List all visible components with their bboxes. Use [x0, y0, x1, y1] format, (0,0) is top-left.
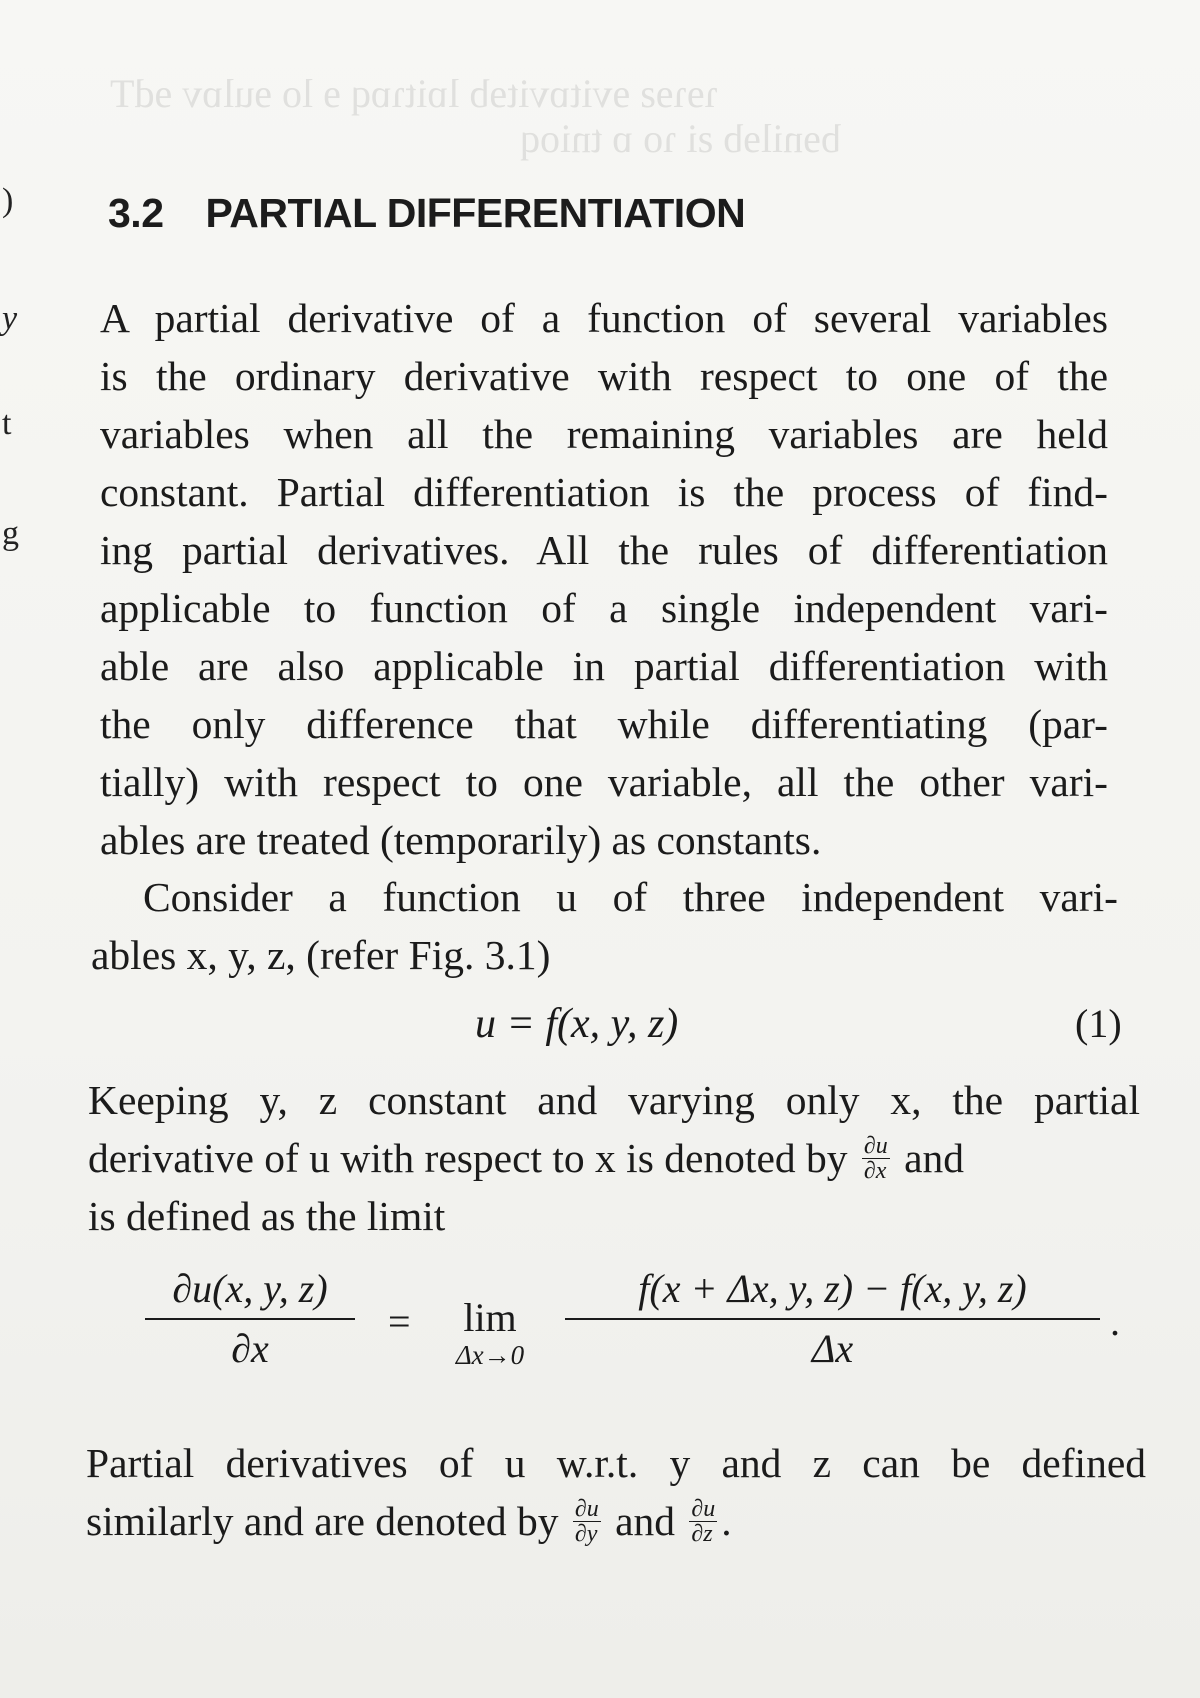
- text-segment: .: [721, 1498, 732, 1544]
- paragraph-consider: [91, 868, 1118, 984]
- fraction-denominator: ∂z: [691, 1520, 713, 1547]
- margin-mark: ): [2, 182, 14, 219]
- text-line: [86, 1492, 1146, 1550]
- text-line: able are also applicable in partial differentiation with: [100, 643, 1108, 689]
- bleed-through: ɿɘɿɘƨ ɘvitɒvitɘb lɒitɿɒq ɘ lo ɘulɒv ɘdT: [110, 71, 718, 116]
- fraction-numerator: ∂u: [574, 1495, 599, 1522]
- text-line: is the ordinary derivative with respect to one of the: [100, 353, 1108, 399]
- paragraph-keeping: [88, 1071, 1140, 1245]
- section-title: PARTIAL DIFFERENTIATION: [205, 190, 746, 236]
- text-line: A partial derivative of a function of several variables: [100, 295, 1108, 341]
- text-line: variables when all the remaining variables are held: [100, 411, 1108, 457]
- rhs-fraction: [565, 1260, 1100, 1378]
- equation-number: (1): [1075, 1001, 1122, 1046]
- text-line: [88, 1129, 1140, 1187]
- rhs-numerator: f(x + Δx, y, z) − f(x, y, z): [638, 1266, 1027, 1311]
- text-line: Keeping y, z constant and varying only x, the partial: [88, 1077, 1140, 1123]
- section-heading: [108, 190, 745, 237]
- partial-u-z-fraction: [689, 1497, 717, 1546]
- text-line: the only difference that while differentiating (par-: [100, 701, 1108, 747]
- equation-period: .: [1110, 1299, 1120, 1344]
- equals-sign: =: [388, 1299, 411, 1344]
- paragraph-definition: [100, 289, 1108, 869]
- lim-subscript: Δx→0: [455, 1340, 525, 1370]
- fraction-numerator: ∂u: [863, 1132, 888, 1159]
- text-segment: and: [615, 1498, 676, 1544]
- margin-mark: y: [2, 300, 18, 337]
- partial-u-x-fraction: [862, 1134, 890, 1183]
- text-segment: derivative of u with respect to x is denoted by: [88, 1135, 848, 1181]
- margin-mark: g: [2, 515, 19, 552]
- rhs-denominator: Δx: [811, 1326, 854, 1371]
- section-number: 3.2: [108, 190, 164, 236]
- equation-1: u = f(x, y, z): [475, 1001, 679, 1047]
- limit-operator: [425, 1296, 555, 1370]
- text-segment: and: [904, 1135, 965, 1181]
- text-line: ables are treated (temporarily) as constants.: [100, 817, 822, 863]
- bleed-through: bɘnilɘb ƨi ɿo ɒ tnioq: [520, 116, 841, 161]
- lhs-fraction: [145, 1260, 355, 1378]
- text-line: ables x, y, z, (refer Fig. 3.1): [91, 932, 551, 978]
- limit-definition-equation: [145, 1260, 1145, 1390]
- fraction-numerator: ∂u: [691, 1495, 716, 1522]
- paragraph-similarly: [86, 1434, 1146, 1550]
- text-line: is defined as the limit: [88, 1193, 446, 1239]
- text-line: Consider a function u of three independent vari-: [143, 874, 1118, 920]
- lhs-numerator: ∂u(x, y, z): [172, 1266, 328, 1311]
- text-line: applicable to function of a single independent vari-: [100, 585, 1108, 631]
- text-line: constant. Partial differentiation is the process of find-: [100, 469, 1108, 515]
- margin-mark: t: [2, 405, 12, 442]
- text-line: Partial derivatives of u w.r.t. y and z can be defined: [86, 1440, 1146, 1486]
- text-segment: similarly and are denoted by: [86, 1498, 559, 1544]
- fraction-denominator: ∂y: [574, 1520, 598, 1547]
- fraction-denominator: ∂x: [863, 1157, 887, 1184]
- lim-text: lim: [463, 1295, 517, 1340]
- lhs-denominator: ∂x: [231, 1326, 269, 1371]
- text-line: tially) with respect to one variable, all the other vari-: [100, 759, 1108, 805]
- text-line: ing partial derivatives. All the rules of differentiation: [100, 527, 1108, 573]
- partial-u-y-fraction: [573, 1497, 601, 1546]
